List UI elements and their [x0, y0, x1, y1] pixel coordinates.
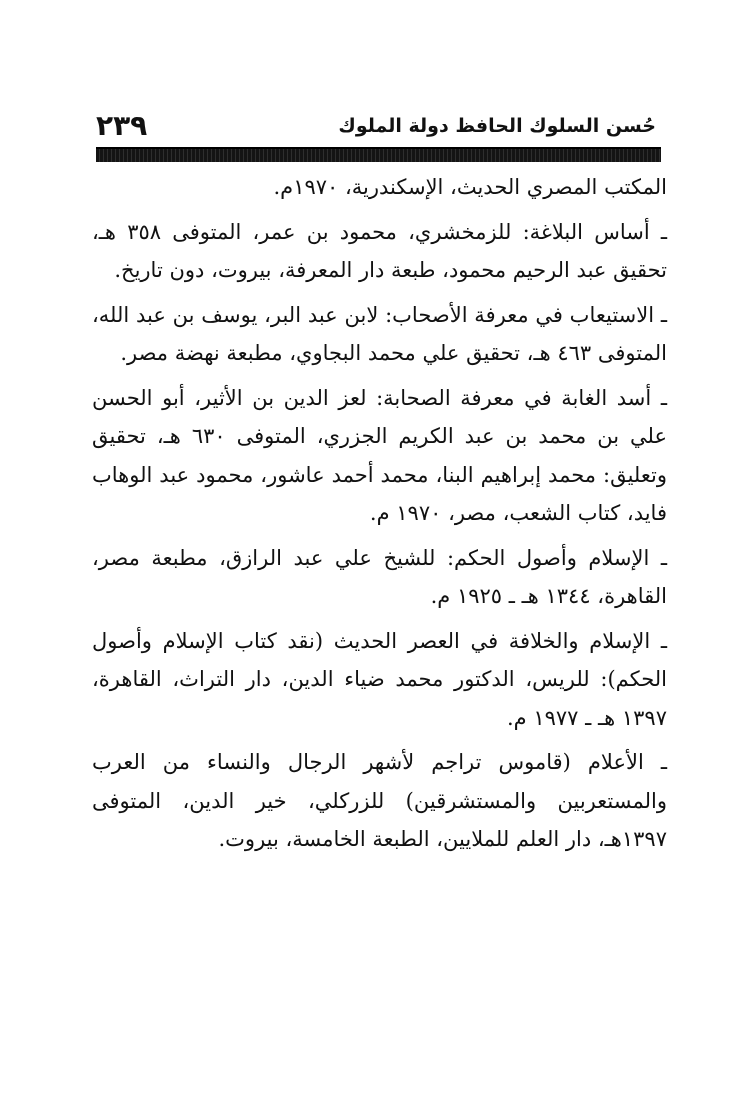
bibliography-entry-al-alam: ـ الأعلام (قاموس تراجم لأشهر الرجال والنساء من العرب والمستعربين والمستشرقين) للزركلي، خير الدين، المتوفى ١٣٩٧هـ، دار العلم للملايين، الطبعة الخامسة، بيروت. — [92, 750, 667, 851]
bibliography-list — [92, 168, 667, 865]
page-header — [96, 108, 656, 144]
running-title: حُسن السلوك الحافظ دولة الملوك — [338, 115, 656, 137]
bibliography-entry-al-islam-wal-khilafa: ـ الإسلام والخلافة في العصر الحديث (نقد كتاب الإسلام وأصول الحكم): للريس، الدكتور محمد ضياء الدين، دار التراث، القاهرة، ١٣٩٧ هـ ـ ١٩٧٧ م. — [92, 628, 667, 730]
page-number: ٢٣٩ — [96, 109, 148, 142]
bibliography-entry-al-istiab: ـ الاستيعاب في معرفة الأصحاب: لابن عبد البر، يوسف بن عبد الله، المتوفى ٤٦٣ هـ، تحقيق علي محمد البجاوي، مطبعة نهضة مصر. — [92, 302, 667, 365]
header-rule-bar — [96, 149, 661, 162]
bibliography-entry-asas-al-balagha: ـ أساس البلاغة: للزمخشري، محمود بن عمر، المتوفى ٣٥٨ هـ، تحقيق عبد الرحيم محمود، طبعة دار المعرفة، بيروت، دون تاريخ. — [92, 219, 667, 282]
continued-entry-text: المكتب المصري الحديث، الإسكندرية، ١٩٧٠م. — [273, 175, 667, 199]
bibliography-entry-usd-al-ghaba: ـ أسد الغابة في معرفة الصحابة: لعز الدين بن الأثير، أبو الحسن علي بن محمد بن عبد الكريم الجزري، المتوفى ٦٣٠ هـ، تحقيق وتعليق: محمد إبراهيم البنا، محمد أحمد عاشور، محمود عبد الوهاب فايد، كتاب الشعب، مصر، ١٩٧٠ م. — [92, 385, 667, 525]
bibliography-entry-al-islam-wa-usul-al-hukm: ـ الإسلام وأصول الحكم: للشيخ علي عبد الرازق، مطبعة مصر، القاهرة، ١٣٤٤ هـ ـ ١٩٢٥ م. — [92, 545, 667, 608]
